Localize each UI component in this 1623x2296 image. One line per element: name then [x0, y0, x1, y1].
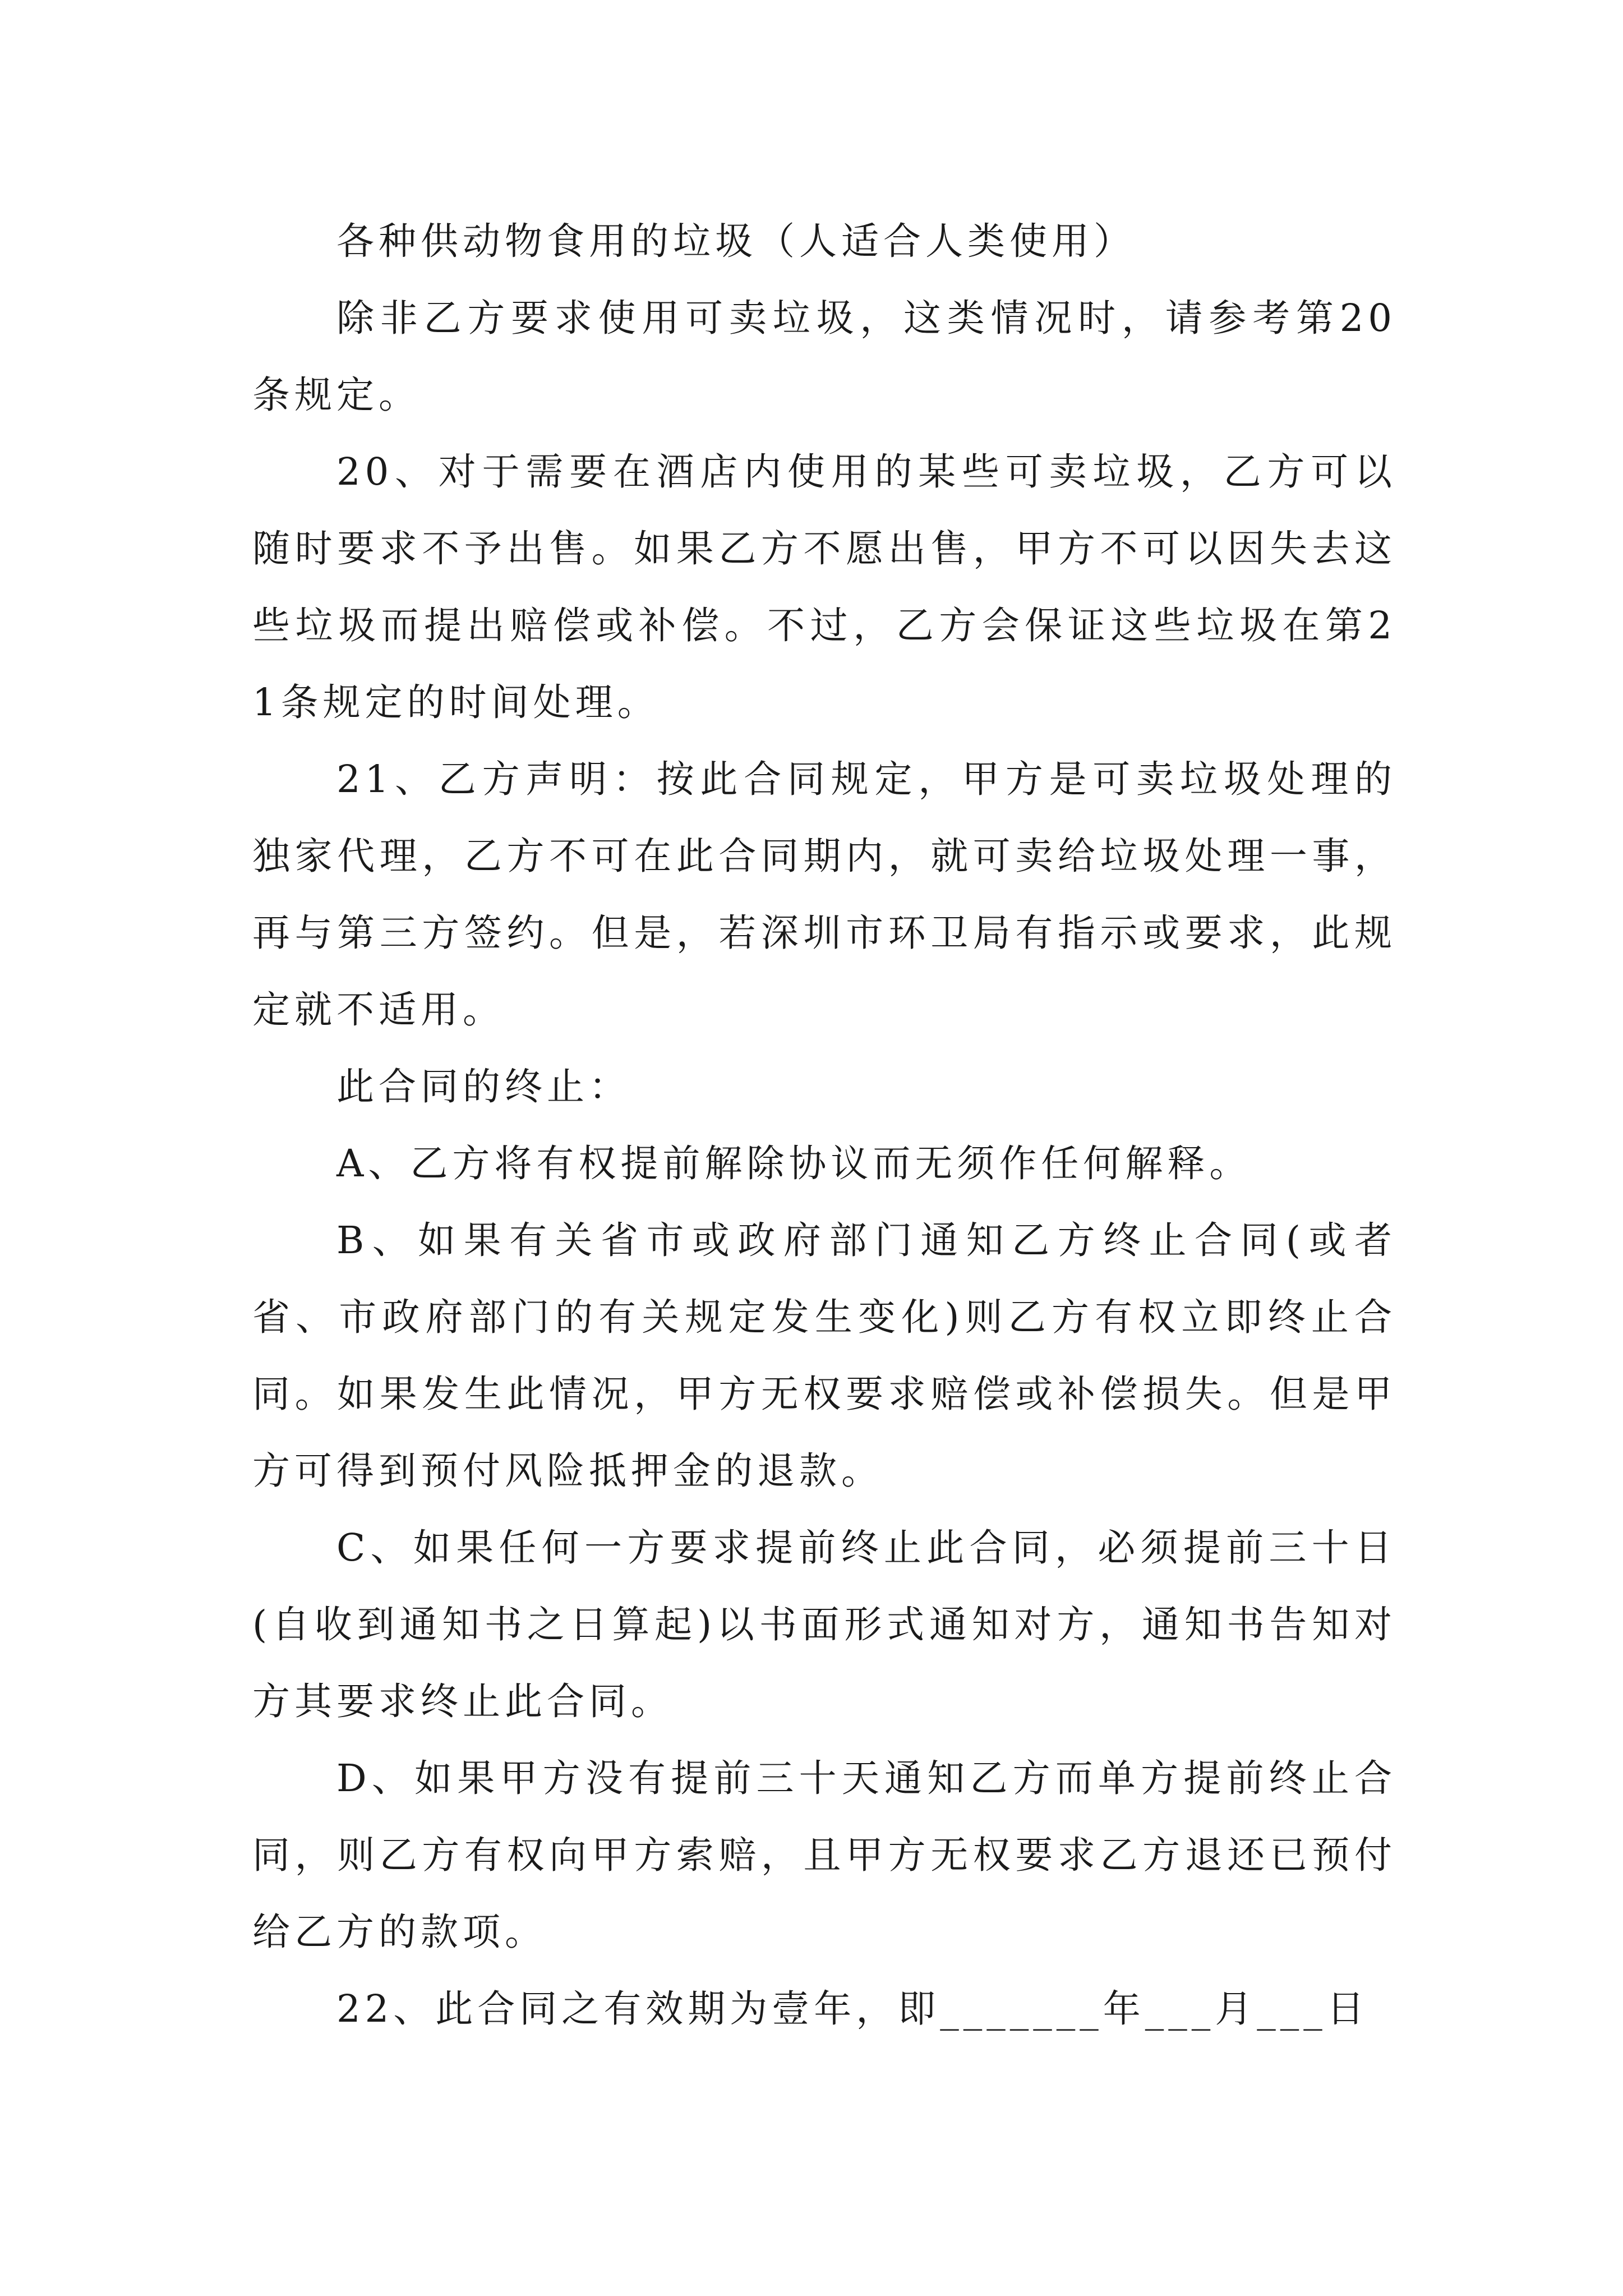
paragraph-clause-21: 21、乙方声明：按此合同规定，甲方是可卖垃圾处理的独家代理，乙方不可在此合同期内，就可卖给垃圾处理一事，再与第三方签约。但是，若深圳市环卫局有指示或要求，此规定就不适用。	[252, 757, 1396, 1032]
paragraph-clause-20: 20、对于需要在酒店内使用的某些可卖垃圾，乙方可以随时要求不予出售。如果乙方不愿出售，甲方不可以因失去这些垃圾而提出赔偿或补偿。不过，乙方会保证这些垃圾在第21条规定的时间处理。	[252, 450, 1396, 724]
paragraph-termination-b: B、如果有关省市或政府部门通知乙方终止合同(或者省、市政府部门的有关规定发生变化)则乙方有权立即终止合同。如果发生此情况，甲方无权要求赔偿或补偿损失。但是甲方可得到预付风险抵押金的退款。	[252, 1218, 1396, 1493]
paragraph-termination-c: C、如果任何一方要求提前终止此合同，必须提前三十日(自收到通知书之日算起)以书面形式通知对方，通知书告知对方其要求终止此合同。	[252, 1526, 1396, 1723]
paragraph-sellable-waste-exception: 除非乙方要求使用可卖垃圾，这类情况时，请参考第20条规定。	[252, 296, 1396, 417]
paragraph-termination-heading: 此合同的终止：	[336, 1065, 631, 1108]
paragraph-animal-waste: 各种供动物食用的垃圾（人适合人类使用）	[336, 219, 1136, 263]
paragraph-clause-22: 22、此合同之有效期为壹年，即_______年___月___日	[336, 1987, 1369, 2031]
document-body	[252, 203, 1396, 2047]
paragraph-termination-d: D、如果甲方没有提前三十天通知乙方而单方提前终止合同，则乙方有权向甲方索赔，且甲方无权要求乙方退还已预付给乙方的款项。	[252, 1756, 1396, 1954]
paragraph-termination-a: A、乙方将有权提前解除协议而无须作任何解释。	[336, 1142, 1252, 1185]
